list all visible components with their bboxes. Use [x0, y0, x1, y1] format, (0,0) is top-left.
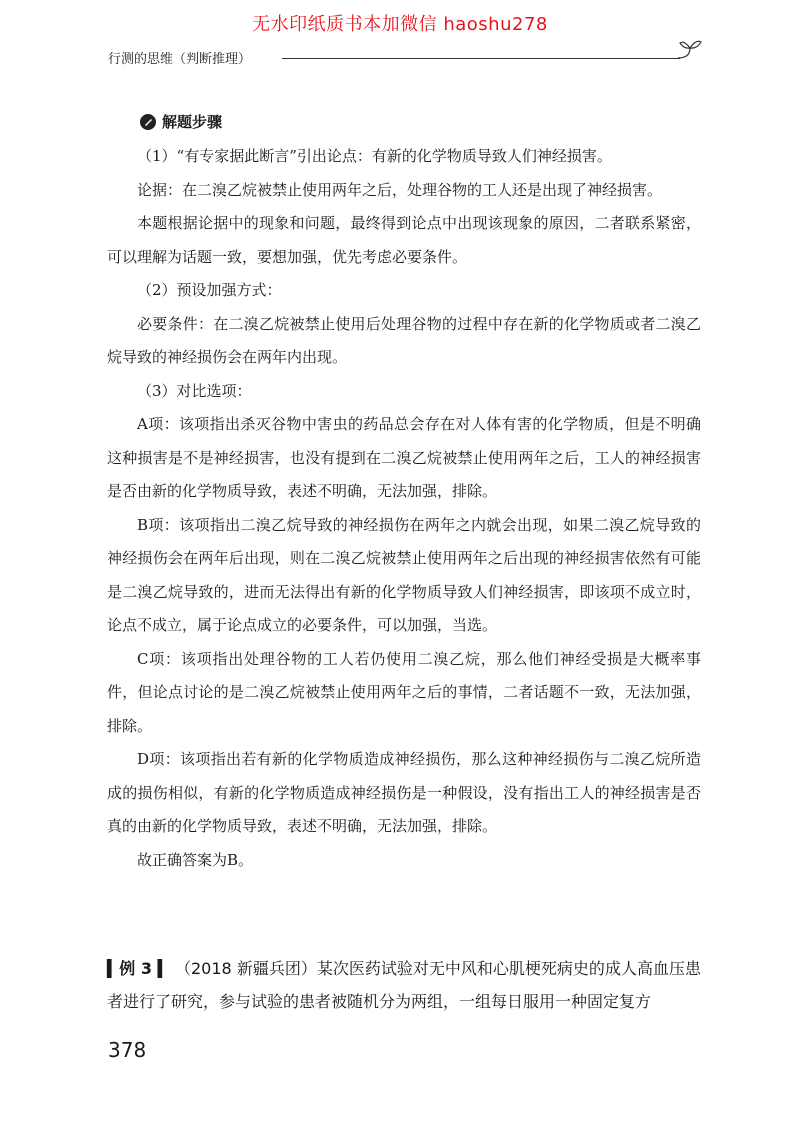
example-text: 某次医药试验对无中风和心肌梗死病史的成人高血压患者进行了研究，参与试验的患者被随机分为两组，一组每日服用一种固定复方	[107, 959, 701, 1011]
watermark-banner: 无水印纸质书本加微信 haoshu278	[252, 14, 548, 35]
option-d-analysis: D项：该项指出若有新的化学物质造成神经损伤，那么这种神经损伤与二溴乙烷所造成的损伤相似，有新的化学物质造成神经损伤是一种假设，没有指出工人的神经损害是否真的由新的化学物质导致，表述不明确，无法加强，排除。	[107, 750, 701, 835]
option-b-analysis: B项：该项指出二溴乙烷导致的神经损伤在两年之内就会出现，如果二溴乙烷导致的神经损伤会在两年后出现，则在二溴乙烷被禁止使用两年之后出现的神经损害依然有可能是二溴乙烷导致的，进而无法得出有新的化学物质导致人们神经损害，即该项不成立时，论点不成立，属于论点成立的必要条件，可以加强，当选。	[107, 515, 701, 634]
paragraph: （2）预设加强方式：	[137, 281, 282, 299]
section-heading	[140, 111, 222, 132]
page-number: 378	[108, 1038, 147, 1062]
paragraph: （3）对比选项：	[137, 381, 252, 400]
paragraph: 本题根据论据中的现象和问题，最终得到论点中出现该现象的原因，二者联系紧密，可以理解为话题一致，要想加强，优先考虑必要条件。	[107, 214, 701, 266]
example-question	[107, 952, 701, 1018]
paragraph: 论据：在二溴乙烷被禁止使用两年之后，处理谷物的工人还是出现了神经损害。	[137, 180, 663, 199]
option-a-analysis: A项：该项指出杀灭谷物中害虫的药品总会存在对人体有害的化学物质，但是不明确这种损害是不是神经损害，也没有提到在二溴乙烷被禁止使用两年之后，工人的神经损害是否由新的化学物质导致，表述不明确，无法加强，排除。	[107, 415, 701, 500]
paragraph: （1）“有专家据此断言”引出论点：有新的化学物质导致人们神经损害。	[137, 147, 612, 165]
example-label: ▍例 3 ▍	[107, 959, 170, 978]
running-header-title: 行测的思维（判断推理）	[108, 52, 252, 67]
example-source: （2018 新疆兵团）	[175, 959, 317, 978]
sprout-icon	[676, 34, 704, 62]
answer-statement: 故正确答案为B。	[137, 850, 254, 869]
solution-body	[107, 140, 701, 877]
header-rule	[282, 58, 680, 59]
option-c-analysis: C项：该项指出处理谷物的工人若仍使用二溴乙烷，那么他们神经受损是大概率事件，但论点讨论的是二溴乙烷被禁止使用两年之后的事情，二者话题不一致，无法加强，排除。	[107, 649, 701, 735]
paragraph: 必要条件：在二溴乙烷被禁止使用后处理谷物的过程中存在新的化学物质或者二溴乙烷导致的神经损伤会在两年内出现。	[107, 314, 701, 366]
section-title: 解题步骤	[162, 113, 223, 131]
pen-circle-icon	[140, 114, 156, 130]
